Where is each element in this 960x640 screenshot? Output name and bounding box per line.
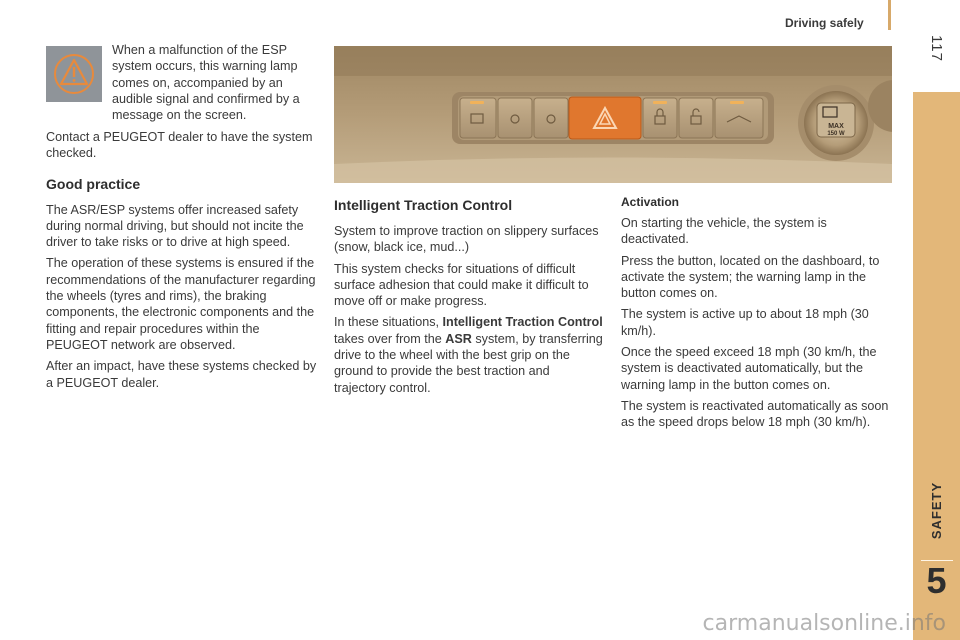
chapter-number: 5 (926, 560, 947, 601)
good-practice-paragraph-1: The ASR/ESP systems offer increased safety during normal driving, but should not incite the driver to take risks or to drive at high speed. (46, 202, 304, 250)
warning-triangle-icon (46, 46, 102, 102)
running-head: Driving safely (785, 16, 864, 30)
activation-paragraph-3: The system is active up to about 18 mph (30 km/h). (621, 307, 869, 338)
right-column (621, 195, 891, 436)
itc-p3-bold-itc: Intelligent Traction Control (442, 315, 603, 330)
itc-paragraph-1: System to improve traction on slippery surfaces (snow, black ice, mud...) (334, 224, 599, 255)
left-column (46, 129, 318, 396)
itc-p3-part-c: takes over from the (334, 331, 446, 346)
section-label-text: SAFETY (929, 481, 945, 539)
itc-paragraph-2: This system checks for situations of difficult surface adhesion that could make it difficult to move off or make progress. (334, 261, 589, 309)
watermark: carmanualsonline.info (702, 611, 946, 636)
good-practice-heading: Good practice (46, 175, 141, 192)
page-number-text: 117 (927, 35, 945, 62)
malfunction-text-block (112, 42, 317, 128)
socket-label-max: MAX (828, 123, 844, 130)
header-accent-bar (888, 0, 891, 30)
activation-paragraph-4: Once the speed exceed 18 mph (30 km/h, the system is deactivated automatically, but the warning lamp in the button comes on. (621, 345, 877, 392)
itc-heading: Intelligent Traction Control (334, 197, 513, 213)
good-practice-paragraph-3: After an impact, have these systems checked by a PEUGEOT dealer. (46, 359, 317, 390)
page-number (913, 35, 960, 62)
contact-dealer-text: Contact a PEUGEOT dealer to have the system checked. (46, 130, 313, 161)
activation-paragraph-5: The system is reactivated automatically as soon as the speed drops below 18 mph (30 km/h). (621, 398, 889, 430)
activation-paragraph-1: On starting the vehicle, the system is deactivated. (621, 216, 827, 247)
good-practice-paragraph-2: The operation of these systems is ensured if the recommendations of the manufacturer regarding the wheels (tyres and rims), the braking components, the electronic components and the fitting and repair procedures within the PEUGEOT network are observed. (46, 256, 316, 352)
malfunction-text: When a malfunction of the ESP system occurs, this warning lamp comes on, accompanied by an audible signal and confirmed by a message on the screen. (112, 43, 300, 123)
itc-p3-part-e: system, by transferring drive to the wheel with the best grip on the ground to provide the best traction and trajectory control. (334, 331, 603, 395)
activation-heading: Activation (621, 195, 680, 209)
middle-column (334, 197, 604, 401)
activation-paragraph-2: Press the button, located on the dashboard, to activate the system; the warning lamp in the button comes on. (621, 253, 880, 301)
itc-paragraph-3 (334, 314, 604, 395)
dashboard-photo (334, 46, 892, 183)
itc-p3-part-a: In these situations, (334, 315, 443, 330)
socket-label-watts: 150 W (827, 131, 845, 137)
itc-p3-bold-asr: ASR (445, 331, 472, 346)
section-label (913, 460, 960, 560)
